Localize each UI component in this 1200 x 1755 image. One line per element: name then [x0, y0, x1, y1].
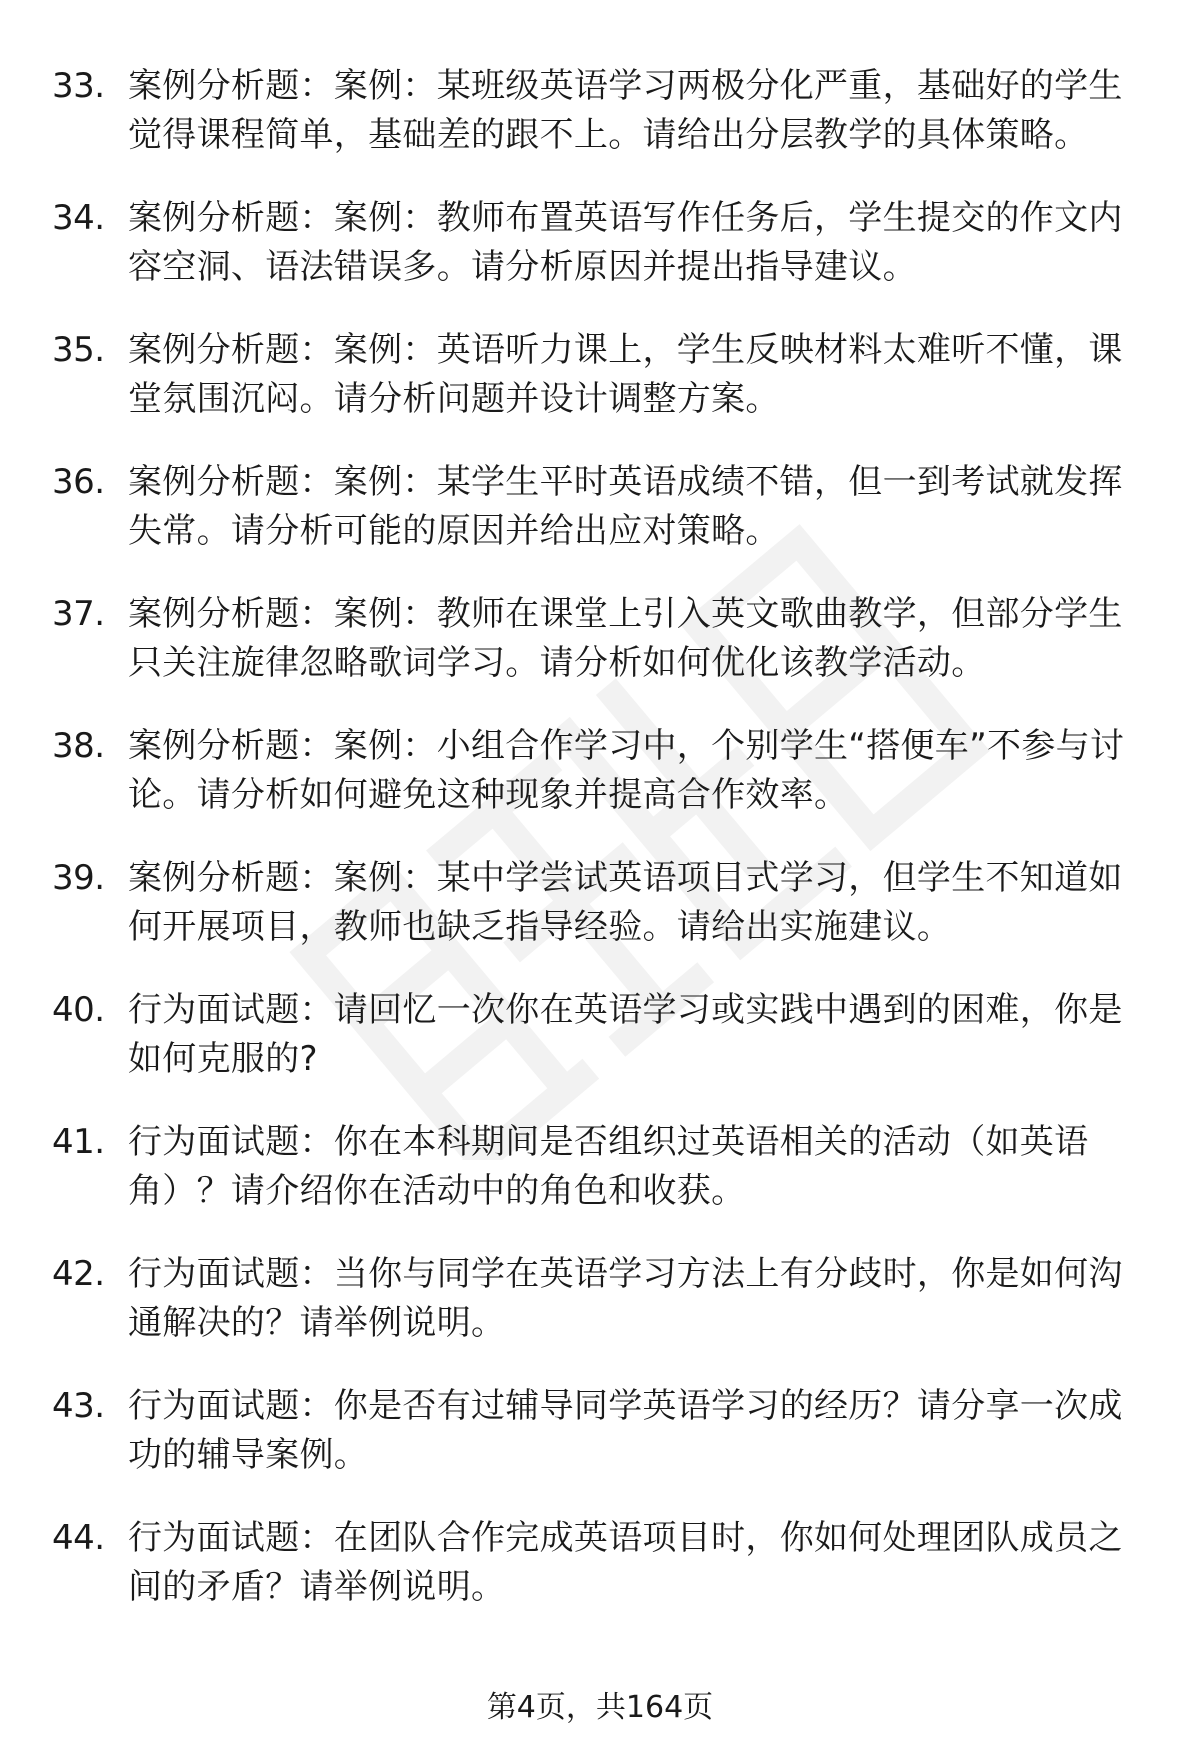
question-item	[0, 1118, 1200, 1237]
question-item	[0, 722, 1200, 841]
question-number: 39.	[52, 858, 105, 898]
question-number: 37.	[52, 594, 105, 634]
question-number: 36.	[52, 462, 105, 502]
question-number: 33.	[52, 66, 105, 106]
question-item	[0, 326, 1200, 445]
question-item	[0, 458, 1200, 577]
question-text: 案例分析题：案例：小组合作学习中，个别学生“搭便车”不参与讨论。请分析如何避免这种现象并提高合作效率。	[128, 726, 1125, 815]
question-number: 41.	[52, 1122, 105, 1162]
question-number: 40.	[52, 990, 105, 1030]
question-number: 38.	[52, 726, 105, 766]
page-number-label: 第4页，共164页	[486, 1690, 714, 1725]
question-text: 行为面试题：请回忆一次你在英语学习或实践中遇到的困难，你是如何克服的?	[128, 990, 1123, 1079]
question-text: 案例分析题：案例：某班级英语学习两极分化严重，基础好的学生觉得课程简单，基础差的跟不上。请给出分层教学的具体策略。	[128, 66, 1123, 155]
question-text: 案例分析题：案例：英语听力课上，学生反映材料太难听不懂，课堂氛围沉闷。请分析问题并设计调整方案。	[128, 330, 1123, 419]
page-footer	[0, 1688, 1200, 1728]
question-item	[0, 986, 1200, 1105]
question-item	[0, 590, 1200, 709]
question-item	[0, 1514, 1200, 1633]
question-item	[0, 1250, 1200, 1369]
question-number: 42.	[52, 1254, 105, 1294]
question-text: 案例分析题：案例：教师布置英语写作任务后，学生提交的作文内容空洞、语法错误多。请分析原因并提出指导建议。	[128, 198, 1123, 287]
question-item	[0, 854, 1200, 973]
question-text: 案例分析题：案例：某中学尝试英语项目式学习，但学生不知道如何开展项目，教师也缺乏指导经验。请给出实施建议。	[128, 858, 1123, 947]
question-list	[0, 62, 1200, 1646]
question-text: 案例分析题：案例：某学生平时英语成绩不错，但一到考试就发挥失常。请分析可能的原因并给出应对策略。	[128, 462, 1123, 551]
question-item	[0, 1382, 1200, 1501]
question-item	[0, 194, 1200, 313]
question-text: 案例分析题：案例：教师在课堂上引入英文歌曲教学，但部分学生只关注旋律忽略歌词学习。请分析如何优化该教学活动。	[128, 594, 1123, 683]
question-text: 行为面试题：在团队合作完成英语项目时，你如何处理团队成员之间的矛盾？请举例说明。	[128, 1518, 1123, 1607]
question-number: 35.	[52, 330, 105, 370]
question-text: 行为面试题：当你与同学在英语学习方法上有分歧时，你是如何沟通解决的？请举例说明。	[128, 1254, 1123, 1343]
question-number: 34.	[52, 198, 105, 238]
question-item	[0, 62, 1200, 181]
question-text: 行为面试题：你是否有过辅导同学英语学习的经历？请分享一次成功的辅导案例。	[128, 1386, 1123, 1475]
question-number: 43.	[52, 1386, 105, 1426]
question-text: 行为面试题：你在本科期间是否组织过英语相关的活动（如英语角）？请介绍你在活动中的角色和收获。	[128, 1122, 1089, 1211]
question-number: 44.	[52, 1518, 105, 1558]
